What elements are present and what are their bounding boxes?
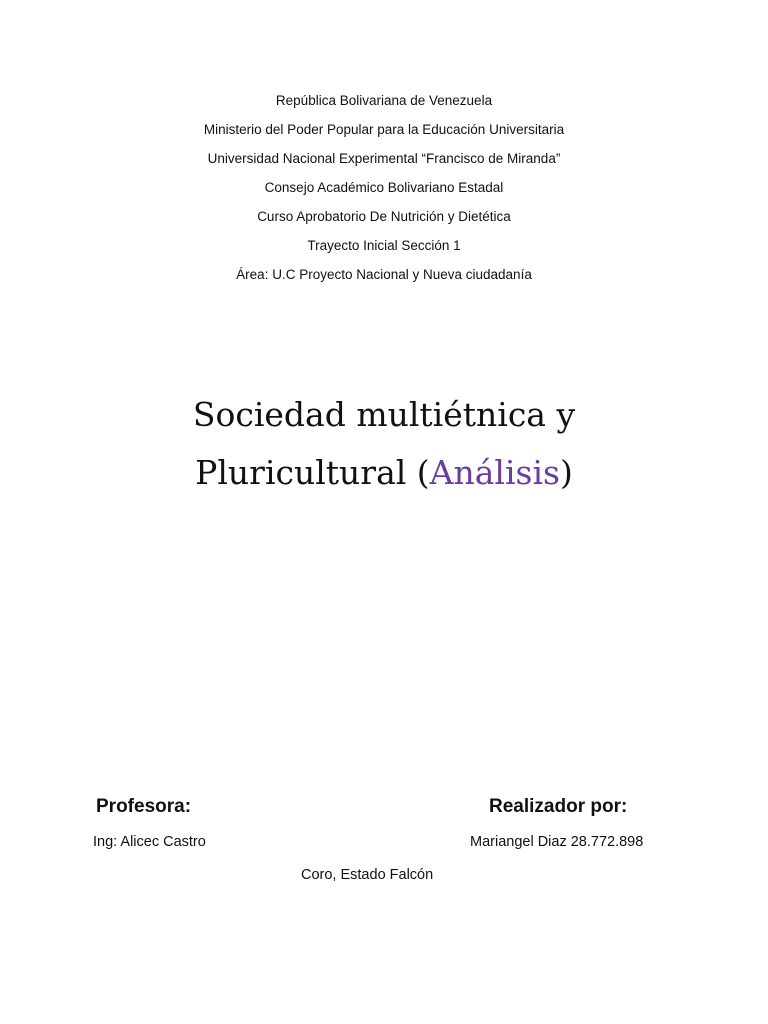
header-line-republic: República Bolivariana de Venezuela [275,93,493,108]
title-line-2-prefix: Pluricultural ( [195,453,430,492]
title-line-2 [0,444,768,502]
author-name: Mariangel Diaz 28.772.898 [470,834,644,850]
author-label: Realizador por: [489,796,628,817]
header-line-area: Área: U.C Proyecto Nacional y Nueva ciudadanía [236,267,532,282]
header-line-section: Trayecto Inicial Sección 1 [307,238,461,253]
header-line-course: Curso Aprobatorio De Nutrición y Dietética [257,209,511,224]
title-line-1: Sociedad multiétnica y [192,395,576,434]
header-line-university: Universidad Nacional Experimental “Francisco de Miranda” [207,151,561,166]
document-title [0,386,768,502]
title-highlight: Análisis [429,453,560,492]
location-text: Coro, Estado Falcón [301,867,434,883]
header-line-council: Consejo Académico Bolivariano Estadal [264,180,504,195]
header-line-ministry: Ministerio del Poder Popular para la Educación Universitaria [203,122,565,137]
teacher-label: Profesora: [96,796,192,817]
institution-header [0,86,768,289]
teacher-name: Ing: Alicec Castro [93,834,206,850]
title-line-2-suffix: ) [559,453,573,492]
